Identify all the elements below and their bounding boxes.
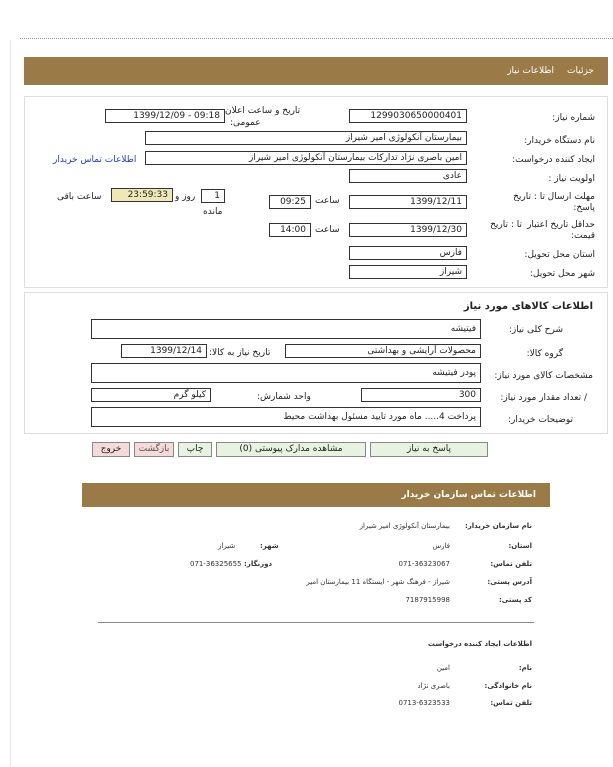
- goods-section-title: اطلاعات کالاهای مورد نیاز: [463, 301, 593, 312]
- deadline-time-field: 09:25: [269, 195, 311, 209]
- contact-province-label: استان:: [508, 542, 532, 550]
- contact-content: [82, 510, 550, 620]
- requester-label: ایجاد کننده درخواست:: [512, 155, 595, 165]
- remaining-day-and-label: روز و: [175, 192, 196, 202]
- announce-field: 1399/12/09 - 09:18: [105, 109, 225, 123]
- buyer-notes-field: پرداخت 4..... ماه مورد تایید مسئول بهداشت محیط: [91, 407, 481, 427]
- org-name-label: نام سازمان خریدار:: [464, 522, 532, 530]
- tab-need-info[interactable]: اطلاعات نیاز: [507, 66, 554, 76]
- remaining-label: ساعت باقی: [57, 192, 102, 202]
- creator-title: اطلاعات ایجاد کننده درخواست: [427, 640, 532, 648]
- qty-field: 300: [361, 388, 481, 402]
- postal-value: 7187915998: [405, 596, 450, 604]
- spec-label: مشخصات کالای مورد نیاز:: [494, 371, 593, 381]
- buyer-contact-link[interactable]: اطلاعات تماس خریدار: [53, 155, 137, 165]
- contact-fax-label: دورنگار:: [244, 560, 273, 568]
- remaining-label-2: مانده: [203, 207, 223, 217]
- province-label: استان محل تحویل:: [524, 250, 595, 260]
- group-label: گروه کالا:: [526, 349, 563, 359]
- need-number-label: شماره نیاز:: [552, 113, 595, 123]
- attachments-button[interactable]: مشاهده مدارک پیوستی (0): [216, 442, 366, 457]
- unit-label: واحد شمارش:: [257, 392, 311, 402]
- remaining-time-field: 23:59:33: [111, 188, 173, 202]
- announce-label-2: عمومی:: [230, 118, 261, 128]
- contact-fax-value: 071-36325655: [190, 560, 242, 568]
- creator-family-value: باصری نژاد: [417, 682, 450, 690]
- creator-phone-label: تلفن تماس:: [490, 699, 532, 707]
- goods-panel: [24, 292, 608, 434]
- tab-bar: [24, 57, 608, 85]
- validity-date-field: 1399/12/30: [349, 223, 467, 237]
- need-date-label: تاریخ نیاز به کالا:: [209, 348, 271, 358]
- general-desc-field: فیتیشه: [91, 319, 481, 339]
- announce-label-1: تاریخ و ساعت اعلان: [225, 106, 301, 116]
- creator-phone-value: 0713-6323533: [398, 699, 450, 707]
- city-label: شهر محل تحویل:: [529, 269, 595, 279]
- group-field: محصولات آرایشی و بهداشتی: [285, 344, 481, 358]
- contact-city-label: شهر:: [260, 542, 279, 550]
- priority-label: اولویت نیاز :: [548, 174, 595, 184]
- validity-time-field: 14:00: [269, 223, 311, 237]
- address-value: شیراز - فرهنگ شهر - ایستگاه 11 بیمارستان امیر: [306, 578, 450, 586]
- contact-phone-label: تلفن تماس:: [490, 560, 532, 568]
- creator-family-label: نام خانوادگی:: [484, 682, 532, 690]
- contact-phone-value: 071-36323067: [398, 560, 450, 568]
- contact-header: [82, 483, 550, 507]
- deadline-date-field: 1399/12/11: [349, 195, 467, 209]
- contact-province-value: فارس: [432, 542, 450, 550]
- org-name-value: بیمارستان آنکولوژی امیر شیراز: [359, 522, 450, 530]
- left-guide: [10, 40, 11, 767]
- remaining-days-field: 1: [201, 189, 225, 203]
- spec-field: پودر فیتیشه: [91, 363, 481, 383]
- reply-button[interactable]: پاسخ به نیاز: [370, 442, 488, 457]
- buyer-org-field: بیمارستان آنکولوژی امیر شیراز: [145, 131, 467, 145]
- need-number-field: 1299030650000401: [349, 109, 467, 123]
- validity-hour-label: ساعت: [315, 225, 340, 235]
- validity-label-1: حداقل تاریخ اعتبار: [527, 220, 595, 230]
- back-button[interactable]: بازگشت: [134, 442, 174, 457]
- deadline-until-label: تا : تاریخ: [513, 192, 545, 202]
- tab-details[interactable]: جزئیات: [567, 66, 594, 76]
- general-desc-label: شرح کلی نیاز:: [508, 325, 563, 335]
- deadline-hour-label: ساعت: [315, 196, 340, 206]
- qty-label: / تعداد مقدار مورد نیاز:: [500, 393, 587, 403]
- creator-name-value: امین: [436, 664, 450, 672]
- validity-label-2: قیمت:: [570, 231, 595, 241]
- buyer-org-label: نام دستگاه خریدار:: [524, 136, 595, 146]
- print-button[interactable]: چاپ: [178, 442, 212, 457]
- section-divider: [98, 622, 534, 623]
- priority-field: عادی: [349, 169, 467, 183]
- contact-title: اطلاعات تماس سازمان خریدار: [401, 490, 536, 500]
- need-info-panel: [24, 96, 608, 288]
- address-label: آدرس پستی:: [487, 578, 532, 586]
- deadline-label-2: پاسخ:: [573, 203, 595, 213]
- validity-until-label: تا : تاریخ: [490, 220, 522, 230]
- creator-name-label: نام:: [518, 664, 532, 672]
- postal-label: کد پستی:: [498, 596, 532, 604]
- buyer-notes-label: توضیحات خریدار:: [507, 415, 573, 425]
- unit-field: کیلو گرم: [91, 388, 211, 402]
- creator-content: [82, 630, 550, 720]
- city-field: شیراز: [349, 265, 467, 279]
- exit-button[interactable]: خروج: [92, 442, 130, 457]
- need-date-field: 1399/12/14: [121, 344, 207, 358]
- top-divider: [20, 38, 613, 39]
- requester-field: امین باصری نژاد تدارکات بیمارستان آنکولوژی امیر شیراز: [145, 151, 467, 165]
- province-field: فارس: [349, 246, 467, 260]
- deadline-label-1: مهلت ارسال: [547, 192, 595, 202]
- contact-city-value: شیراز: [218, 542, 236, 550]
